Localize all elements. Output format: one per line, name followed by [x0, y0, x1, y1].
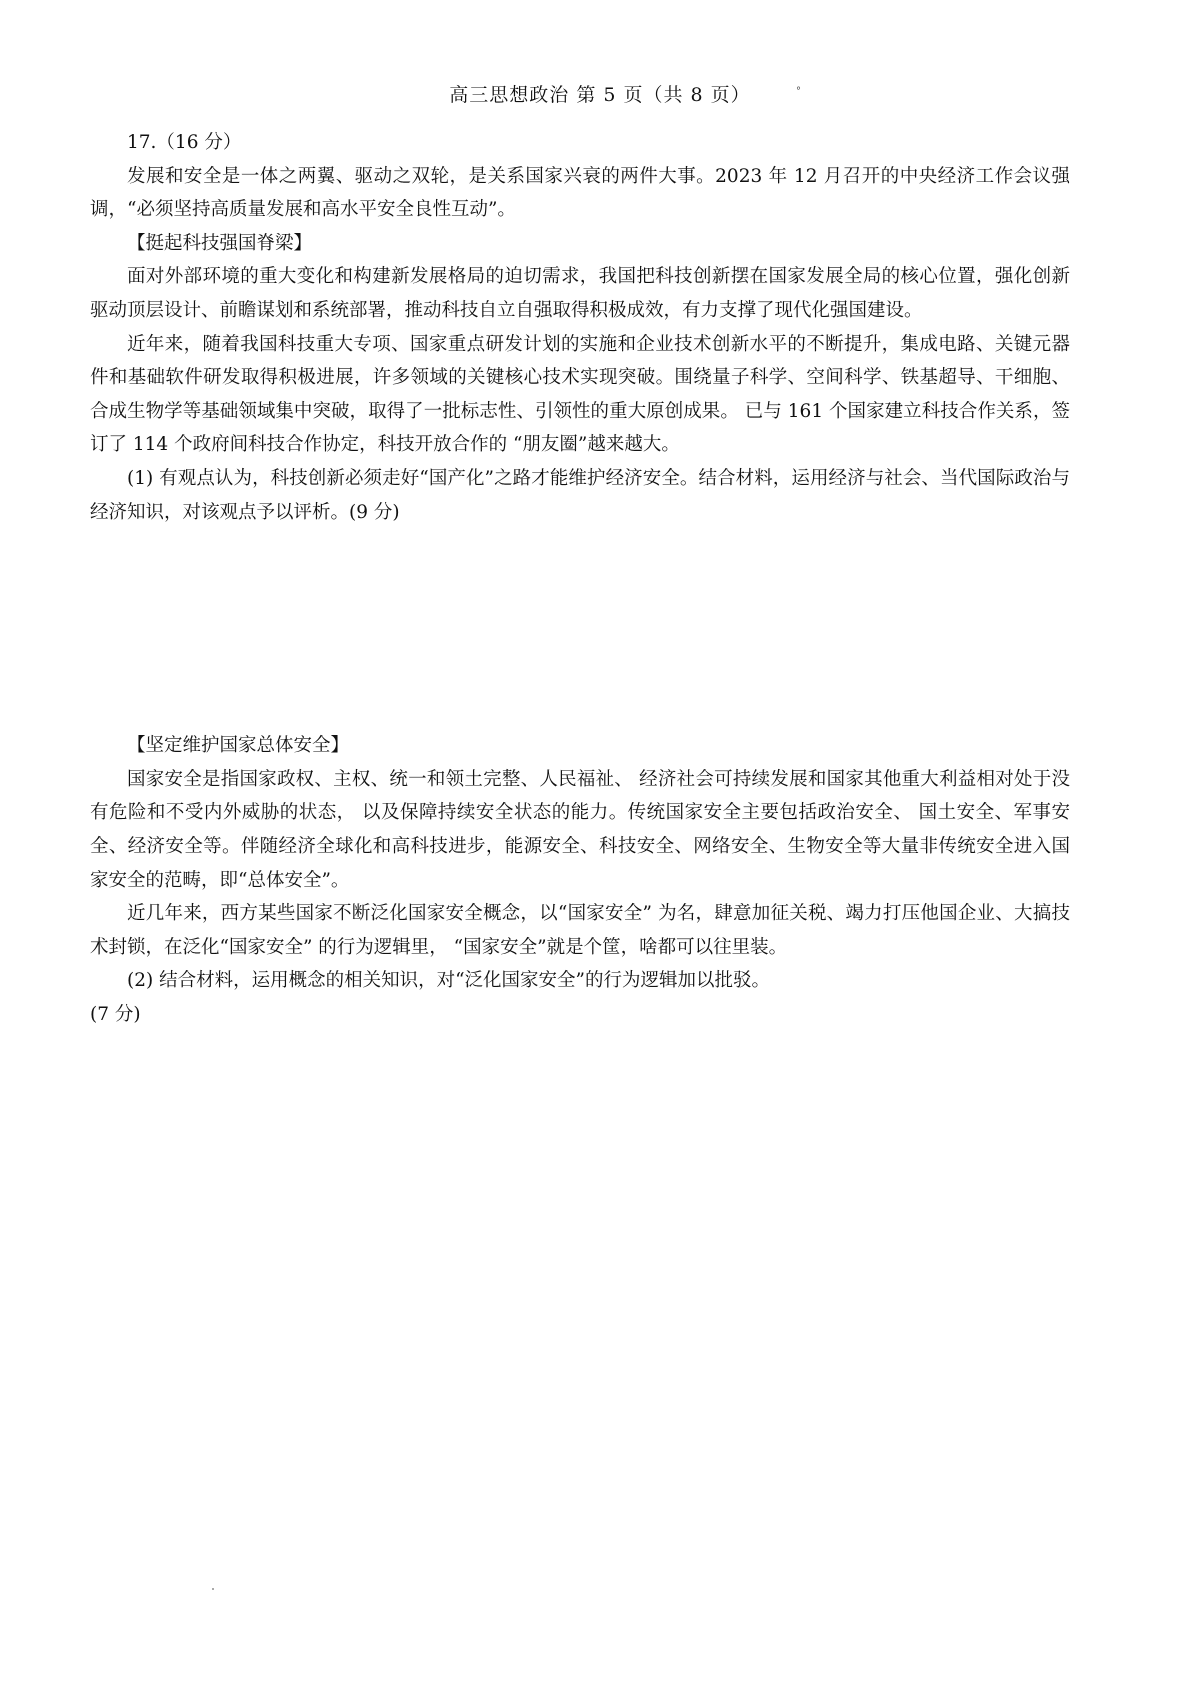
scan-speck: [212, 1588, 214, 1590]
section1-paragraph: 面对外部环境的重大变化和构建新发展格局的迫切需求，我国把科技创新摆在国家发展全局的核心位置，强化创新驱动顶层设计、前瞻谋划和系统部署，推动科技自立自强取得积极成效，有力支撑了现代化强国建设。: [90, 266, 1070, 321]
subquestion-2-score: (7 分): [90, 1003, 141, 1025]
section1-paragraph: 近年来，随着我国科技重大专项、国家重点研发计划的实施和企业技术创新水平的不断提升，集成电路、关键元器件和基础软件研发取得积极进展，许多领域的关键核心技术实现突破。围绕量子科学、空间科学、铁基超导、干细胞、合成生物学等基础领域集中突破，取得了一批标志性、引领性的重大原创成果。 已与 161 个国家建立科技合作关系，签订了 114 个政府间科技合作协定，科技开放合作的 “朋友圈”越来越大。: [90, 333, 1070, 456]
section2-paragraph: 近几年来，西方某些国家不断泛化国家安全概念，以“国家安全” 为名，肆意加征关税、竭力打压他国企业、大搞技术封锁，在泛化“国家安全” 的行为逻辑里， “国家安全”就是个筐，啥都可以往里装。: [90, 903, 1070, 958]
section2-heading: 【坚定维护国家总体安全】: [127, 735, 350, 757]
question-body: [90, 126, 1070, 1031]
answer-space: [90, 529, 1070, 729]
subquestion-2: (2) 结合材料，运用概念的相关知识，对“泛化国家安全”的行为逻辑加以批驳。: [127, 970, 771, 992]
section1-heading: 【挺起科技强国脊梁】: [127, 232, 313, 254]
page-header: 高三思想政治 第 5 页（共 8 页）: [449, 84, 751, 106]
subquestion-1: (1) 有观点认为，科技创新必须走好“国产化”之路才能维护经济安全。结合材料，运用经济与社会、当代国际政治与经济知识，对该观点予以评析。(9 分): [90, 467, 1070, 523]
section2-paragraph: 国家安全是指国家政权、主权、统一和领土完整、人民福祉、 经济社会可持续发展和国家其他重大利益相对处于没有危险和不受内外威胁的状态， 以及保障持续安全状态的能力。传统国家安全主要包括政治安全、 国土安全、军事安全、经济安全等。伴随经济全球化和高科技进步，能源安全、科技安全、网络安全、生物安全等大量非传统安全进入国家安全的范畴，即“总体安全”。: [90, 768, 1070, 891]
header-mark: °: [796, 86, 801, 97]
question-intro: 发展和安全是一体之两翼、驱动之双轮，是关系国家兴衰的两件大事。2023 年 12 月召开的中央经济工作会议强调，“必须坚持高质量发展和高水平安全良性互动”。: [90, 165, 1070, 221]
question-number: 17.（16 分）: [127, 132, 242, 153]
